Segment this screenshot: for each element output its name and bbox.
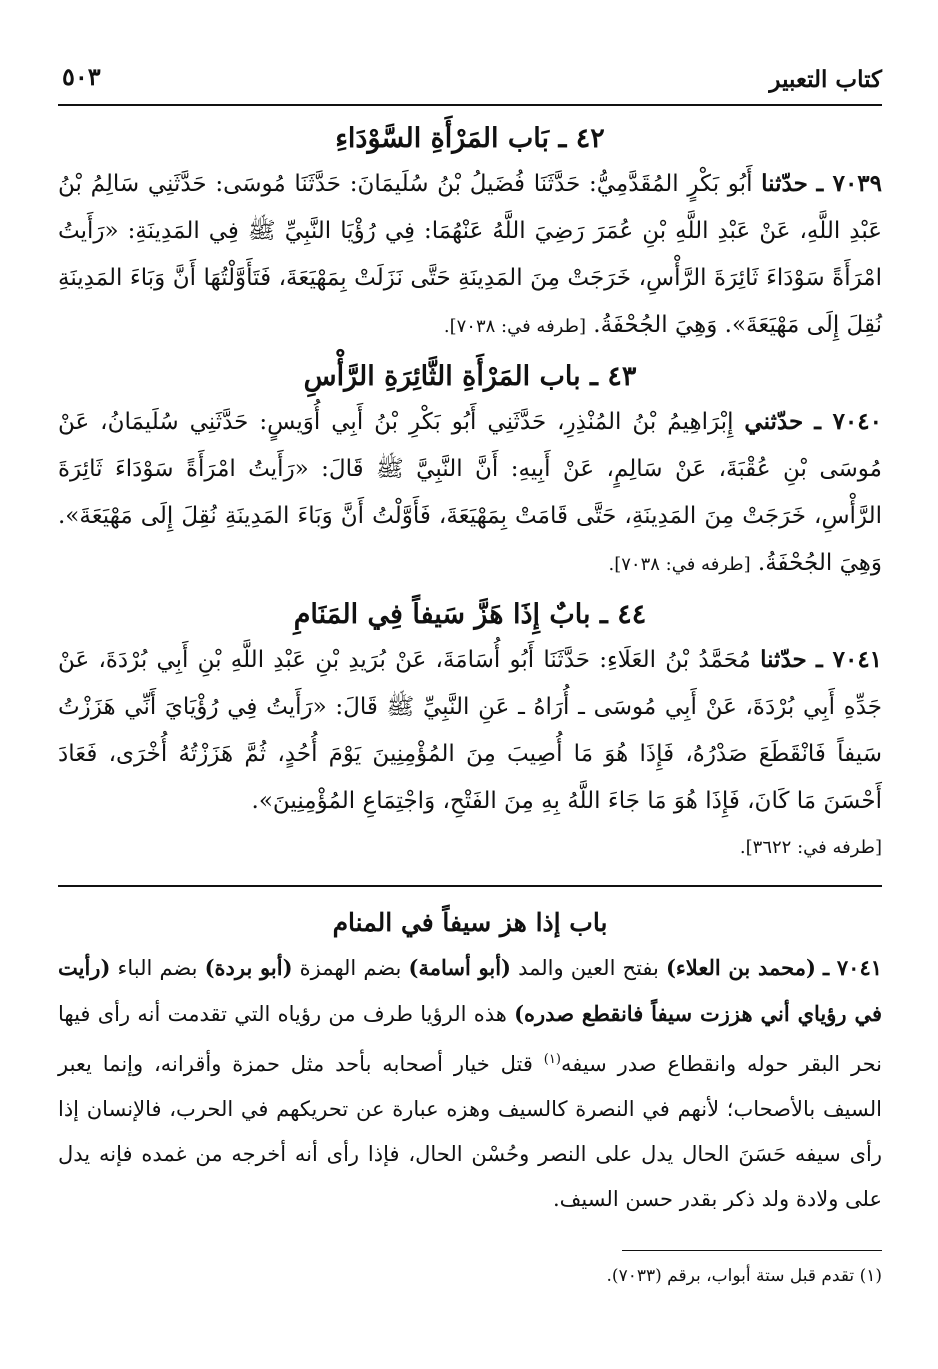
book-page <box>58 52 883 1286</box>
commentary-text: هذه الرؤيا طرف من رؤياه التي تقدمت أنه رأى فيها نحر البقر حوله وانقطاع صدر سيفه <box>58 1002 882 1076</box>
narration-lead: حدّثنا <box>760 646 807 673</box>
hadith-text: إِبْرَاهِيمُ بْنُ المُنْذِرِ، حَدَّثَنِي أَبُو بَكْرِ بْنُ أَبِي أُوَيسٍ: حَدَّثَنِي سُلَيمَانُ، عَنْ مُوسَى بْنِ عُقْبَةَ، عَنْ سَالِمٍ، عَنْ أَبِيهِ: أَنَّ النَّبِيَّ ﷺ قَالَ: «رَأَيتُ امْرَأَةً سَوْدَاءَ ثَائِرَةَ الرَّأْسِ، خَرَجَتْ مِنَ المَدِينَةِ، حَتَّى قَامَتْ بِمَهْيَعَةَ، فَأَوَّلْتُ أَنَّ وَبَاءَ المَدِينَةِ نُقِلَ إِلَى مَهْيَعَةَ». وَهِيَ الجُحْفَةُ. <box>58 409 882 576</box>
page-number: ٥٠٣ <box>62 62 101 91</box>
hadith-paragraph <box>58 398 882 588</box>
running-title: كتاب التعبير <box>769 66 882 93</box>
commentary-number: ٧٠٤١ ـ <box>823 955 883 980</box>
hadith-text: مُحَمَّدُ بْنُ العَلَاءِ: حَدَّثَنَا أَبُو أُسَامَةَ، عَنْ بُرَيدِ بْنِ عَبْدِ اللَّهِ بْنِ أَبِي بُرْدَةَ، عَنْ جَدِّهِ أَبِي بُرْدَةَ، عَنْ أَبِي مُوسَى ـ أُرَاهُ ـ عَنِ النَّبِيِّ ﷺ قَالَ: «رَأَيتُ فِي رُؤْيَايَ أَنِّي هَزَزْتُ سَيفاً فَانْقَطَعَ صَدْرُهُ، فَإِذَا هُوَ مَا أُصِيبَ مِنَ المُؤْمِنِينَ يَوْمَ أُحُدٍ، ثُمَّ هَزَزْتُهُ أُخْرَى، فَعَادَ أَحْسَنَ مَا كَانَ، فَإِذَا هُوَ مَا جَاءَ اللَّهُ بِهِ مِنَ الفَتْحِ، وَاجْتِمَاعِ المُؤْمِنِينَ». <box>58 647 882 814</box>
commentary-term: (رأيت في رؤياي أني هززت سيفاً فانقطع صدره) <box>58 955 882 1026</box>
main-text <box>58 118 882 1291</box>
commentary-paragraph <box>58 945 882 1222</box>
hadith-text: أَبُو بَكْرٍ المُقَدَّمِيُّ: حَدَّثَنَا فُضَيلُ بْنُ سُلَيمَانَ: حَدَّثَنَا مُوسَى: حَدَّثَنِي سَالِمُ بْنُ عَبْدِ اللَّهِ، عَنْ عَبْدِ اللَّهِ بْنِ عُمَرَ رَضِيَ اللَّهُ عَنْهُمَا: فِي رُؤْيَا النَّبِيِّ ﷺ فِي المَدِينَةِ: «رَأَيتُ امْرَأَةً سَوْدَاءَ ثَائِرَةَ الرَّأْسِ، خَرَجَتْ مِنَ المَدِينَةِ حَتَّى نَزَلَتْ بِمَهْيَعَةَ، فَتَأَوَّلْتُهَا أَنَّ وَبَاءَ المَدِينَةِ نُقِلَ إِلَى مَهْيَعَةَ». وَهِيَ الجُحْفَةُ. <box>58 171 882 338</box>
hadith-number: ٧٠٤٠ ـ <box>814 408 882 435</box>
hadith-number: ٧٠٤١ ـ <box>815 646 883 673</box>
commentary-heading: باب إذا هز سيفاً في المنام <box>332 908 608 937</box>
footnote-ref[interactable]: (١) <box>543 1052 561 1067</box>
footnote-rule <box>622 1250 882 1251</box>
footnote-marker: (١) <box>859 1266 882 1286</box>
narration-lead: حدّثني <box>744 408 804 435</box>
commentary-text: بفتح العين والمد <box>518 956 659 980</box>
commentary-text: بضم الهمزة <box>299 956 402 980</box>
chapter-heading: ٤٤ ـ بابٌ إِذَا هَزَّ سَيفاً فِي المَنَامِ <box>293 599 647 630</box>
commentary-term: (محمد بن العلاء) <box>665 955 816 980</box>
narration-lead: حدّثنا <box>761 170 808 197</box>
cross-reference: [طرفه في: ٧٠٣٨]. <box>608 554 751 575</box>
commentary-text: بضم الباء <box>117 956 198 980</box>
chapter-heading: ٤٢ ـ بَاب المَرْأَةِ السَّوْدَاءِ <box>335 123 605 154</box>
cross-reference: [طرفه في: ٣٦٢٢]. <box>739 837 882 858</box>
commentary-term: (أبو بردة) <box>204 955 293 980</box>
header-rule <box>58 104 882 106</box>
hadith-paragraph <box>58 160 882 350</box>
commentary-text: قتل خيار أصحابه بأحد مثل حمزة وأقرانه، وإنما يعبر السيف بالأصحاب؛ لأنهم في النصرة كالسيف وهزه عبارة عن تحريكهم في الحرب، فالإنسان إذا رأى سيفه حَسَنَ الحال يدل على النصر وحُسْن الحال، فإذا رأى أنه أخرجه من غمده فإنه يدل على ولادة ولد ذكر بقدر حسن السيف. <box>58 1052 882 1211</box>
hadith-number: ٧٠٣٩ ـ <box>816 170 883 197</box>
chapter-heading: ٤٣ ـ باب المَرْأَةِ الثَّائِرَةِ الرَّأْسِ <box>303 361 637 392</box>
cross-reference: [طرفه في: ٧٠٣٨]. <box>443 316 586 337</box>
footnote-text: تقدم قبل ستة أبواب، برقم (٧٠٣٣). <box>606 1266 855 1286</box>
footnote <box>58 1261 882 1291</box>
commentary-term: (أبو أسامة) <box>408 955 511 980</box>
commentary-separator <box>58 885 882 887</box>
hadith-paragraph <box>58 636 882 825</box>
page-header <box>58 52 882 100</box>
